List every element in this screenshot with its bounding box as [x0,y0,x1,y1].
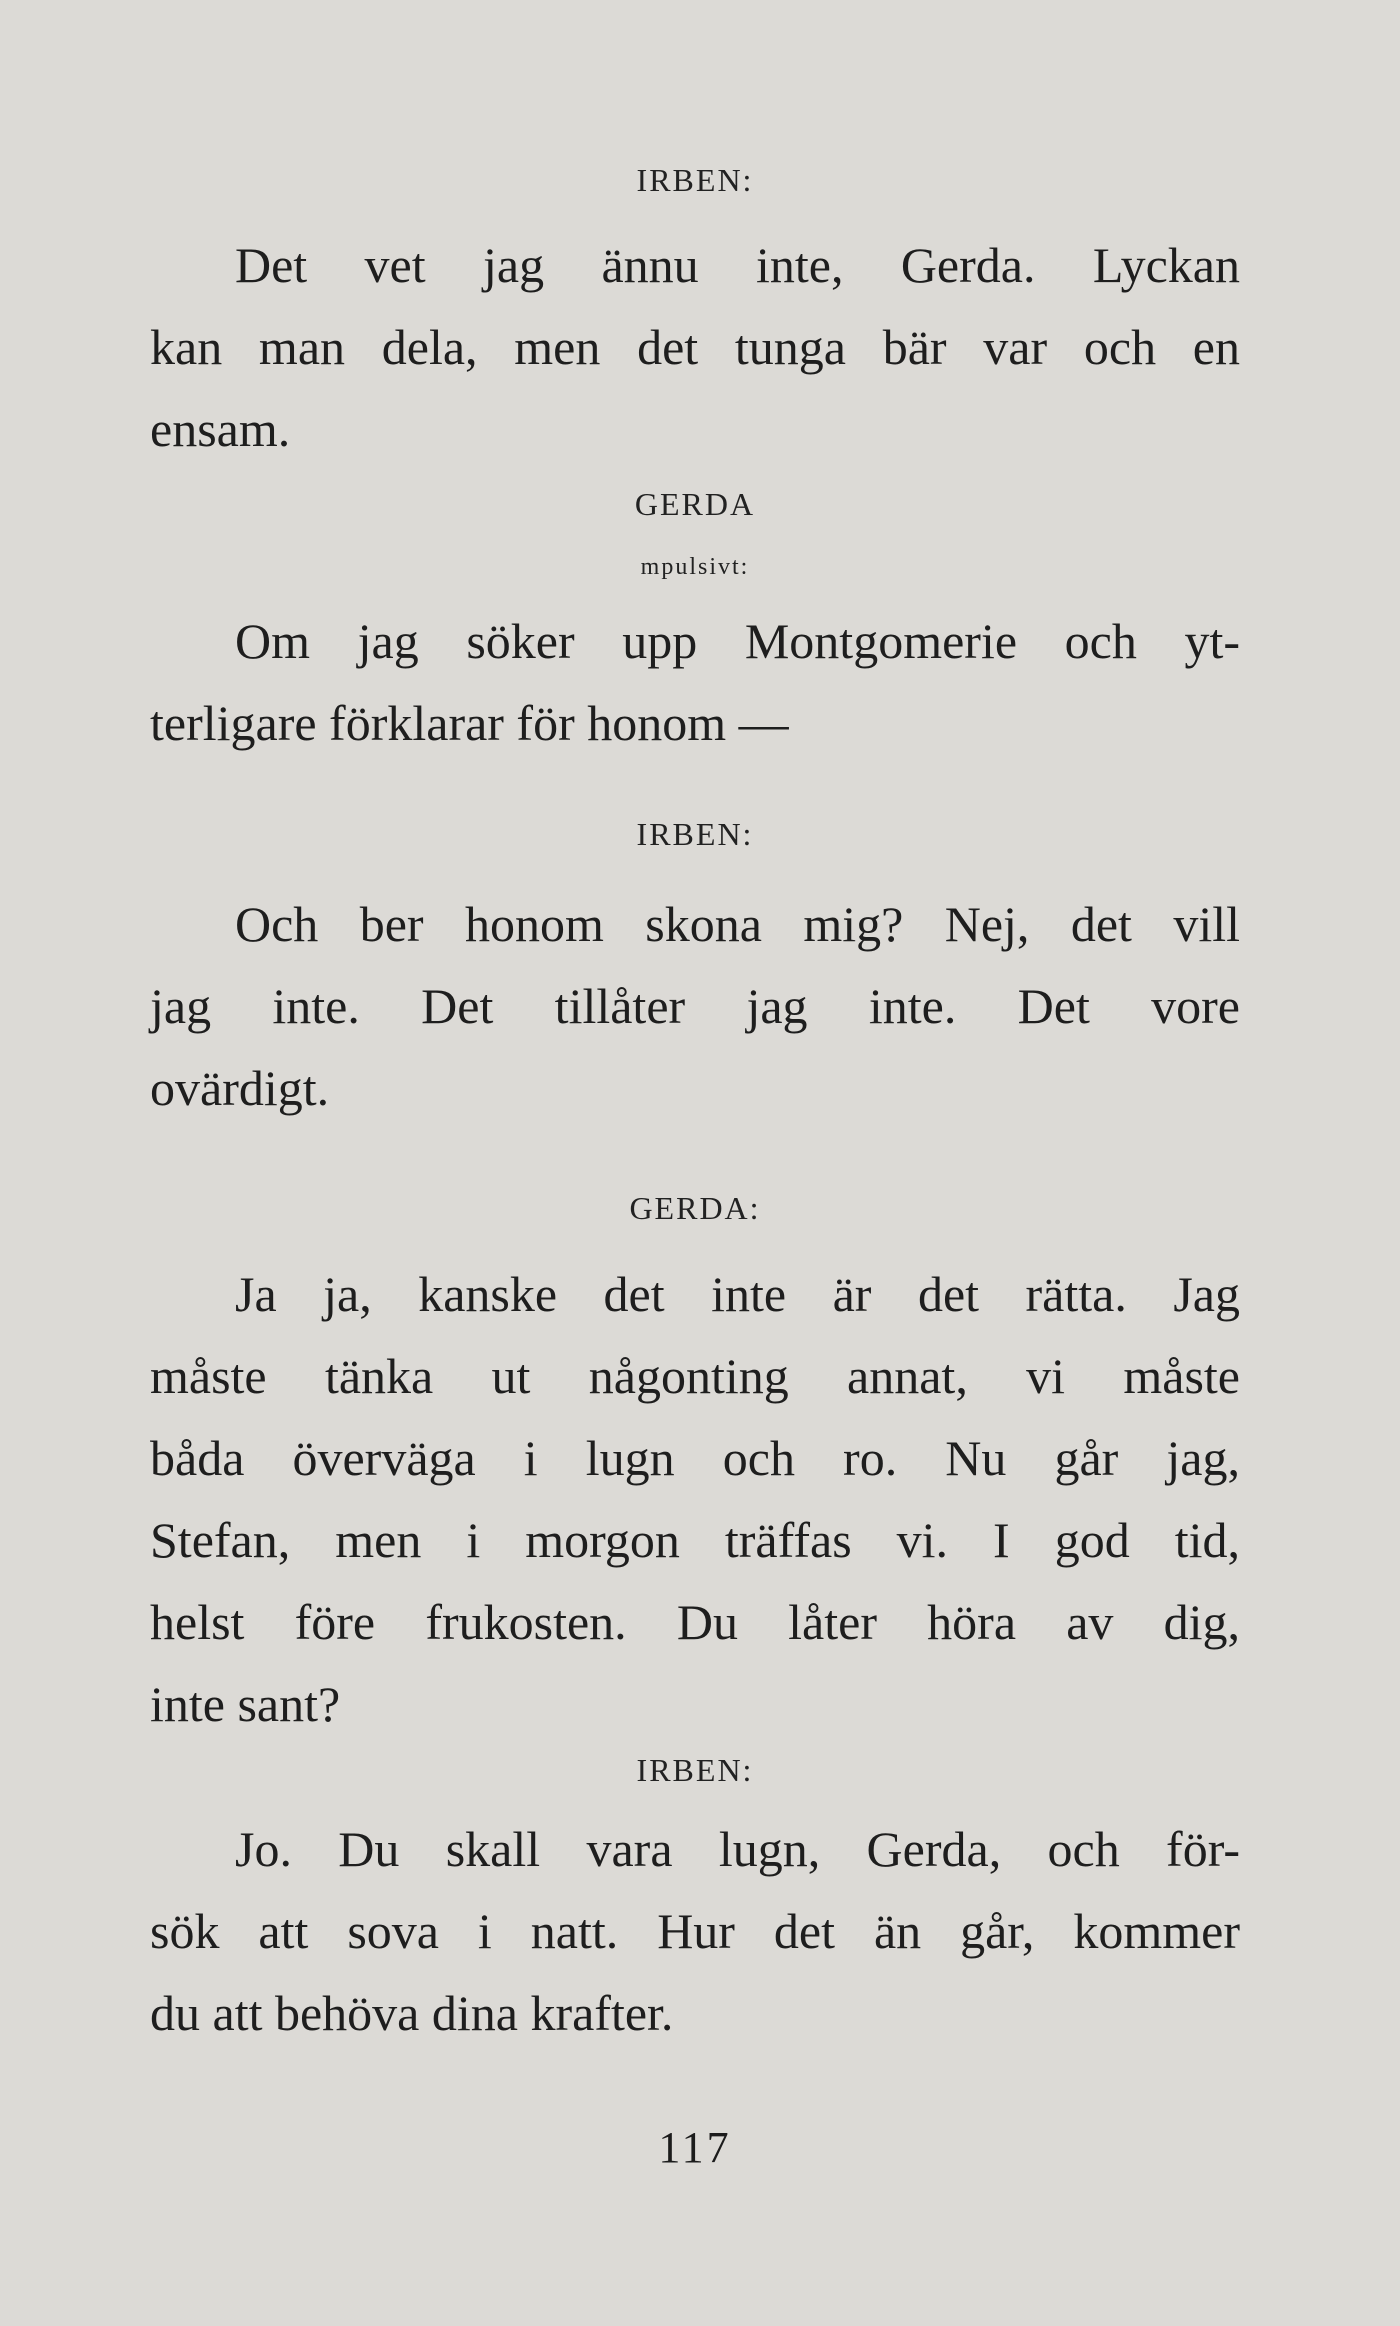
dialogue-paragraph [150,1808,1240,2054]
dialogue-paragraph [150,600,1240,764]
text-line: ensam. [150,401,291,457]
speaker-name: IRBEN: [636,162,754,198]
text-line: Jo. Du skall vara lugn, Gerda, och för- [235,1821,1240,1877]
text-line: Ja ja, kanske det inte är det rätta. Jag [235,1266,1240,1322]
text-line: ovärdigt. [150,1060,330,1116]
text-line: Och ber honom skona mig? Nej, det vill [235,896,1240,952]
text-line: sök att sova i natt. Hur det än går, kommer [150,1903,1240,1959]
speaker-name: IRBEN: [636,816,754,852]
text-line: terligare förklarar för honom — [150,695,789,751]
text-line: jag inte. Det tillåter jag inte. Det vore [150,978,1240,1034]
text-line: inte sant? [150,1676,341,1732]
text-line: Stefan, men i morgon träffas vi. I god tid, [150,1512,1240,1568]
text-line: Om jag söker upp Montgomerie och yt- [235,613,1240,669]
dialogue-paragraph [150,224,1240,470]
text-line: Det vet jag ännu inte, Gerda. Lyckan [235,237,1240,293]
text-line: båda överväga i lugn och ro. Nu går jag, [150,1430,1240,1486]
speaker-name: GERDA [634,486,756,522]
stage-direction: mpulsivt: [640,554,750,580]
dialogue-paragraph [150,1253,1240,1745]
text-line: kan man dela, men det tunga bär var och en [150,319,1240,375]
text-line: du att behöva dina krafter. [150,1985,674,2041]
speaker-name: GERDA: [629,1190,761,1226]
text-line: måste tänka ut någonting annat, vi måste [150,1348,1240,1404]
page-number: 117 [658,2123,732,2172]
dialogue-paragraph [150,883,1240,1129]
speaker-name: IRBEN: [636,1752,754,1788]
text-line: helst före frukosten. Du låter höra av dig, [150,1594,1240,1650]
